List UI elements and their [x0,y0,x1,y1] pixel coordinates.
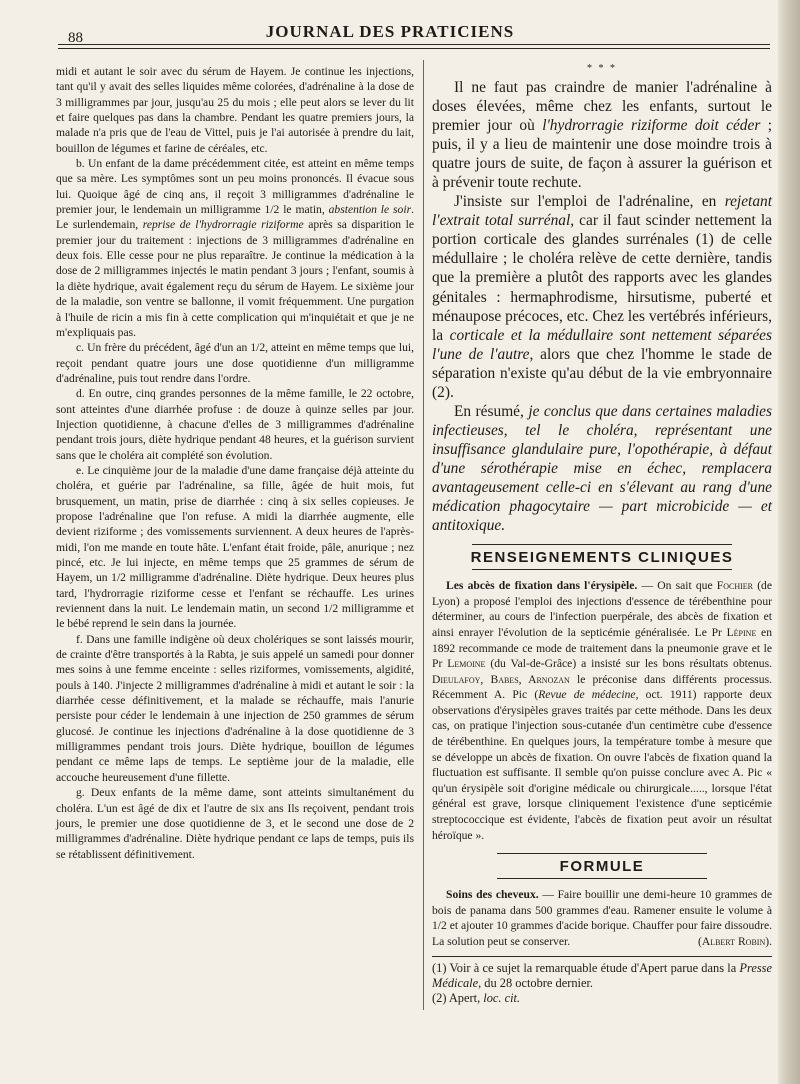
header-rule [58,44,770,45]
left-column [56,64,414,862]
article-soins-cheveux: Soins des cheveux. — Faire bouillir une demi-heure 10 grammes de bois de panama dans 500 grammes d'eau. Ramener ensuite le volume à 1/2 et ajouter 10 grammes d'acide borique. Chauffer pour faire dissoudre. La solution peut se conserver. (Albert Robin). [432,888,772,948]
footnote-1: (1) Voir à ce sujet la remarquable étude d'Apert parue dans la Presse Médicale, du 28 octobre dernier. [432,960,772,990]
article-abces-fixation: Les abcès de fixation dans l'érysipèle. — On sait que Fochier (de Lyon) a proposé l'emploi des injections d'essence de térébenthine pour déterminer, au cours de l'infection puerpérale, des abcès de fixation et ainsi enrayer l'évolution de la septicémie généralisée. Le Pr Lépine en 1892 recommande ce mode de traitement dans la pneumonie grave et le Pr Lemoine (du Val-de-Grâce) a insisté sur les bons résultats obtenus. Dieulafoy, Babes, Arnozan le préconise dans différents processus. Récemment A. Pic (Revue de médecine, oct. 1911) rapporte deux observations d'érysipèles graves traités par cette méthode. Dans les deux cas, on pratique l'injection sous-cutanée d'un centimètre cube d'essence de térébenthine. En quelques jours, la température tombe à mesure que se développe un abcès de fixation. On ouvre l'abcès de fixation quand la fluctuation est suffisante. Il semble qu'on puisse conclure avec A. Pic « qu'un érysipèle soit d'origine médicale ou chirurgicale....., lorsque l'état général est grave, lorsque cliniquement l'existence d'une septicémie streptococcique est évidente, l'abcès de fixation peut avoir un résultat héroïque ». [432,579,773,842]
footnote-2: (2) Apert, loc. cit. [432,990,521,1005]
paragraph-adrenaline-doses: Il ne faut pas craindre de manier l'adrénaline à doses élevées, même chez les enfants, surtout le premier jour où l'hydrorragie riziforme doit céder ; puis, il y a lieu de maintenir une dose moindre trois à quatre jours de suite, de façon à assurer la guérison et à prévenir toute rechute. [432,79,772,192]
page-number: 88 [68,30,83,46]
page-header [0,16,780,46]
journal-title: JOURNAL DES PRATICIENS [265,22,515,41]
page-edge [778,0,800,1084]
header-rule-thin [58,48,770,49]
section-title-renseignements: RENSEIGNEMENTS CLINIQUES [470,549,734,567]
case-a-continuation: midi et autant le soir avec du sérum de Hayem. Je continue les injections, tant qu'il y avait des selles liquides même colorées, d'adrénaline à la dose de 3 milligrammes par jour, jusqu'au 25 du mois ; elle peut alors se lever du lit et faire quelques pas dans la chambre. Pendant les quatre premiers jours, la malade n'a pris que de l'eau de Vittel, puis je l'ai autorisée à prendre du lait, bouillon de légumes et farine de céréales, etc. [56,65,414,155]
section-title-formule: FORMULE [559,858,645,876]
section-rule-bottom [472,569,732,570]
column-divider [423,60,424,1010]
section-stars: * * * [587,63,617,74]
case-f: f. Dans une famille indigène où deux cholériques se sont laissés mourir, de crainte d'être transportés à la Rabta, je suis appelé un samedi pour donner mes soins à une femme enceinte : selles riziformes, vomissements, algidité, pouls à 140. J'injecte 2 milligrammes d'adrénaline à midi et autant le soir : la diarrhée cesse définitivement, et la malade se réchauffe, mais l'anurie persiste pour céder le lendemain à une injection de 250 grammes de sérum glucosé. Je continue les injections d'adrénaline à la dose quotidienne de 3 milligrammes pendant trois jours. Diète hydrique, bouillon de légumes pendant ce même laps de temps. Le septième jour de la maladie, elle accouche heureusement d'une fillette. [56,632,414,784]
right-column [432,64,772,1006]
formule-rule-top [497,853,707,854]
footnote-rule [432,956,772,957]
formule-rule-bottom [497,878,707,879]
case-c: c. Un frère du précédent, âgé d'un an 1/2, atteint en même temps que lui, reçoit pendant quatre jours une dose quotidienne d'un milligramme d'adrénaline, puis tout rendre dans l'ordre. [56,341,414,385]
section-rule-top [472,544,732,545]
case-e: e. Le cinquième jour de la maladie d'une dame française déjà atteinte du choléra, et guérie par l'adrénaline, sa fille, âgée de huit mois, fut brusquement, un matin, prise de diarrhée : cinq à six selles copieuses. Je propose l'adrénaline que l'on refuse. A midi la diarrhée augmente, elle devient riziforme ; des vomissements surviennent. A deux heures de l'après-midi, l'on me mande en toute hâte. L'enfant était froide, pâle, anurique ; nez pincé, etc. Je lui injecte, en même temps que 25 grammes de sérum de Hayem, un 1/2 milligramme d'adrénaline. Diète hydrique. Deux heures plus tard, l'hydrorragie riziforme cesse et l'enfant se réchauffe. Les urines reviennent dans la nuit. Le lendemain matin, un second 1/2 milligramme et le bébé reprend le sein dans la journée. [56,463,414,631]
case-b: b. Un enfant de la dame précédemment citée, est atteint en même temps que sa mère. Les symptômes sont un peu moins prononcés. Il évacue sous lui. Quoique âgé de cinq ans, il reçoit 3 milligrammes d'adrénaline le premier jour, le lendemain un milligramme 1/2 le matin, abstention le soir. Le surlendemain, reprise de l'hydrorragie riziforme après sa disparition le premier jour du traitement : injections de 3 milligrammes d'adrénaline en deux fois. Elle cesse pour ne plus reparaître. Je continue la médication à la dose de 2 milligrammes injectés le matin pendant 3 jours ; l'enfant, soumis à la diète hydrique, avait également reçu du sérum de Hayem. Le sixième jour de la maladie, son ventre se ballonne, il vomit fréquemment. Une purgation à l'huile de ricin a mis fin à cette complication qui m'inquiétait et que je ne m'expliquais pas. [56,157,414,339]
paragraph-surrenal-extract: J'insiste sur l'emploi de l'adrénaline, en rejetant l'extrait total surrénal, car il faut scinder nettement la portion corticale des glandes surrénales (1) de celle médullaire ; le choléra relève de cette dernière, tandis que la première a plutôt des rapports avec les glandes génitales : hermaphrodisme, hirsutisme, puberté et ménaupose précoces, etc. Chez les vertébrés inférieurs, la corticale et la médullaire sont nettement séparées l'une de l'autre, alors que chez l'homme le stade de séparation n'existe qu'au début de la vie embryonnaire (2). [432,193,773,401]
case-d: d. En outre, cinq grandes personnes de la même famille, le 22 octobre, sont atteintes d'une diarrhée profuse : de douze à quinze selles par jour. Injection quotidienne, à chacune d'elles de 3 milligrammes d'adrénaline pendant trois jours, diète hydrique pendant 48 heures, et la guérison survient sans que le choléra ait complété son évolution. [56,387,414,462]
case-g: g. Deux enfants de la même dame, sont atteints simultanément du choléra. L'un est âgé de dix et l'autre de six ans Ils reçoivent, pendant trois jours, le premier une dose quotidienne de 3, et le second une dose de 2 milligrammes d'adrénaline. Diète hydrique pendant ce laps de temps, puis ils se rétablissent définitivement. [56,786,414,861]
paragraph-summary: En résumé, je conclus que dans certaines maladies infectieuses, tel le choléra, représentant une insuffisance glandulaire pure, l'opothérapie, à défaut d'une sérothérapie mise en échec, remplacera avantageusement celle-ci en s'élevant au rang d'une médication phagocytaire — part microbicide — et antitoxique. [432,402,772,535]
